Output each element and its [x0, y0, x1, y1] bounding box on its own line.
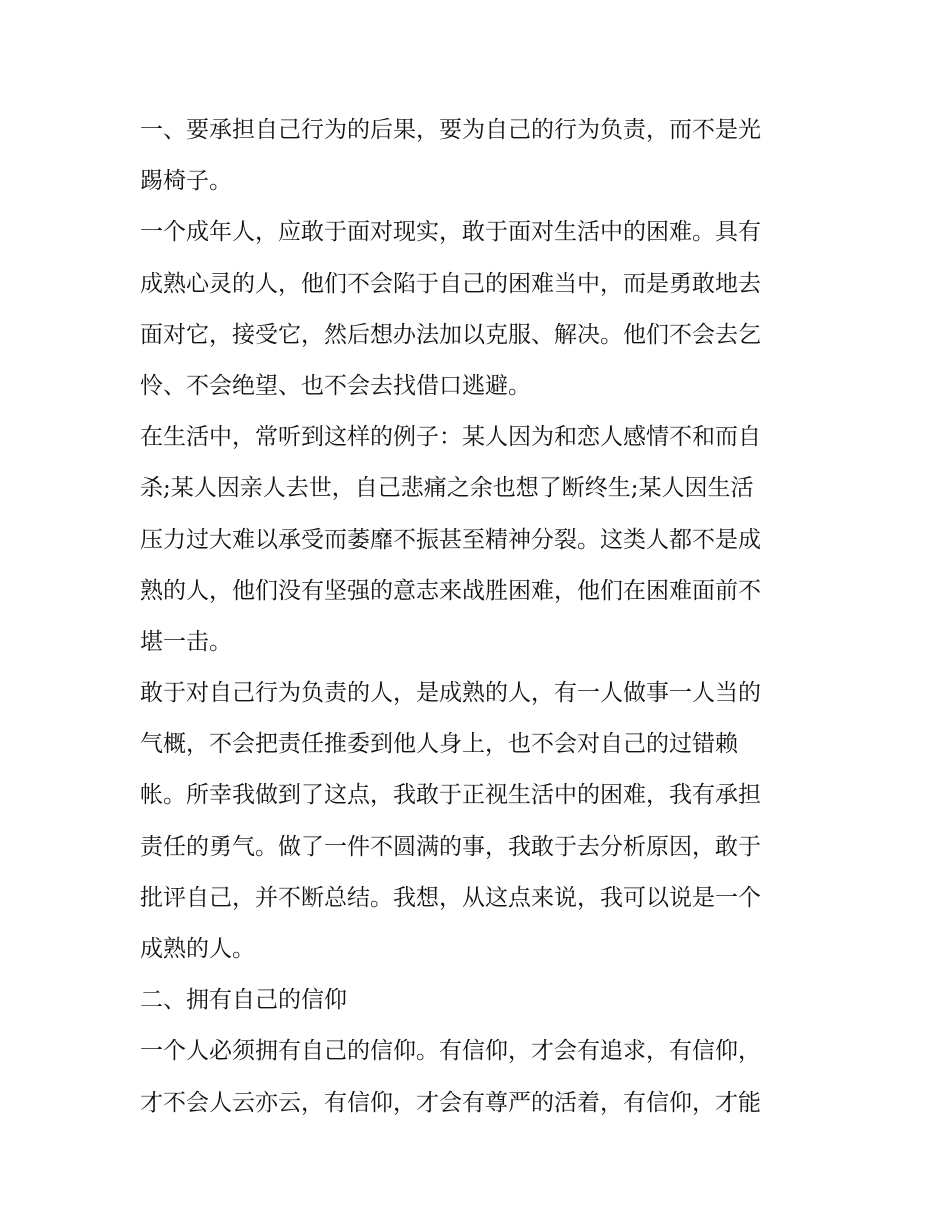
- text-line: 踢椅子。: [140, 168, 232, 195]
- text-line: 一个成年人，应敢于面对现实，敢于面对生活中的困难。具有: [140, 219, 761, 246]
- text-line: 成熟的人。: [140, 936, 255, 962]
- text-line: 堪一击。: [140, 628, 232, 655]
- text-line: 批评自己，并不断总结。我想，从这点来说，我可以说是一个: [140, 884, 761, 911]
- text-line: 在生活中，常听到这样的例子：某人因为和恋人感情不和而自: [140, 424, 761, 451]
- text-line: 成熟心灵的人，他们不会陷于自己的困难当中，而是勇敢地去: [140, 270, 761, 297]
- text-line: 气概，不会把责任推委到他人身上，也不会对自己的过错赖: [140, 731, 738, 758]
- text-line: 一个人必须拥有自己的信仰。有信仰，才会有追求，有信仰，: [140, 1038, 761, 1065]
- document-body: [140, 105, 820, 1129]
- text-line: 帐。所幸我做到了这点，我敢于正视生活中的困难，我有承担: [140, 782, 761, 809]
- text-line: 怜、不会绝望、也不会去找借口逃避。: [140, 372, 531, 399]
- text-line: 才不会人云亦云，有信仰，才会有尊严的活着，有信仰，才能: [140, 1089, 761, 1116]
- text-line: 熟的人，他们没有坚强的意志来战胜困难，他们在困难面前不: [140, 577, 761, 604]
- section-heading: 二、拥有自己的信仰: [140, 987, 347, 1014]
- text-line: 一、要承担自己行为的后果，要为自己的行为负责，而不是光: [140, 117, 761, 143]
- text-line: 杀;某人因亲人去世，自己悲痛之余也想了断终生;某人因生活: [140, 475, 754, 502]
- text-line: 敢于对自己行为负责的人，是成熟的人，有一人做事一人当的: [140, 680, 761, 707]
- text-line: 压力过大难以承受而萎靡不振甚至精神分裂。这类人都不是成: [140, 526, 761, 553]
- text-line: 面对它，接受它，然后想办法加以克服、解决。他们不会去乞: [140, 321, 761, 348]
- text-line: 责任的勇气。做了一件不圆满的事，我敢于去分析原因，敢于: [140, 833, 761, 860]
